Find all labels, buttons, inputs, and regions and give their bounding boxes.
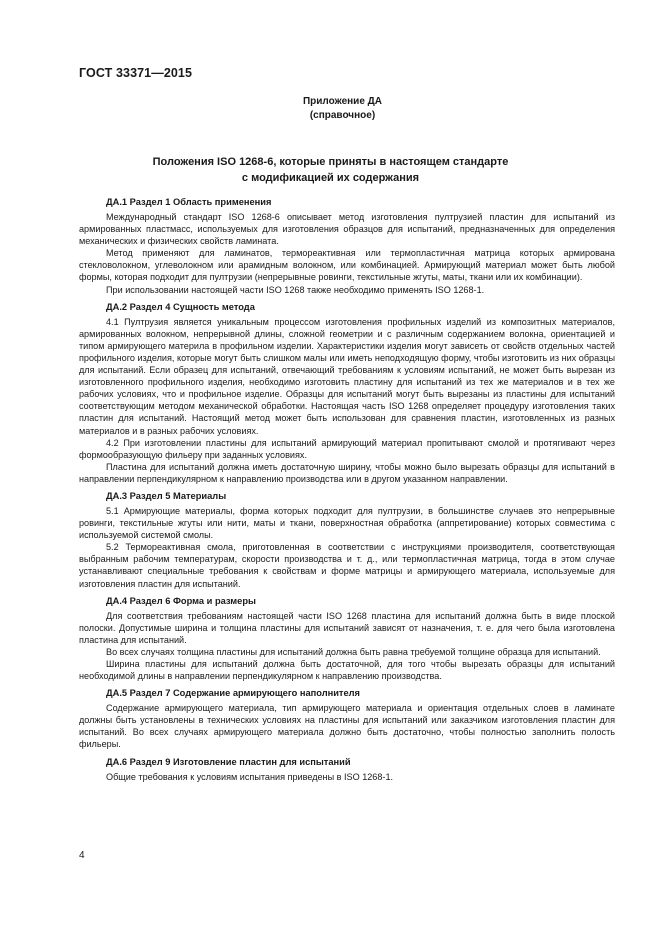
- appendix-note: (справочное): [309, 110, 376, 121]
- paragraph: Международный стандарт ISO 1268-6 описывает метод изготовления пултрузией пластин для испытаний из армированных пластмасс, используемых для изготовления образцов для испытаний, предназначенных для определения механических и физических свойств ламината.: [79, 212, 615, 247]
- page-number: 4: [79, 850, 85, 861]
- section-heading: ДА.3 Раздел 5 Материалы: [106, 490, 227, 501]
- appendix-label: Приложение ДА: [302, 96, 383, 107]
- document-body: [79, 196, 615, 783]
- paragraph: Ширина пластины для испытаний должна быть достаточной, для того чтобы вырезать образцы для испытаний необходимой длины в направлении перпендикулярном к направлению производства.: [79, 659, 615, 682]
- appendix-title-line-1: Положения ISO 1268-6, которые приняты в настоящем стандарте: [152, 156, 509, 168]
- paragraph: Пластина для испытаний должна иметь достаточную ширину, чтобы можно было вырезать образцы для испытаний в направлении перпендикулярном к направлению производства или в другом указанном направлении.: [79, 461, 615, 484]
- section-heading: ДА.1 Раздел 1 Область применения: [106, 197, 272, 207]
- paragraph: 5.2 Термореактивная смола, приготовленная в соответствии с инструкциями производителя, соответствующая выбранным рабочим температурам, скорости производства и т. д., или термопластичная матрица, тогда в этом случае устанавливают специальные требования к свойствам и форме матрицы и армирующего материала, используемые для изготовления пластин для испытаний.: [79, 542, 615, 589]
- paragraph: Во всех случаях толщина пластины для испытаний должна быть равна требуемой толщине образца для испытаний.: [106, 646, 601, 657]
- section-heading: ДА.4 Раздел 6 Форма и размеры: [106, 595, 256, 606]
- paragraph: 5.1 Армирующие материалы, форма которых подходит для пултрузии, в большинстве случаев это непрерывные ровинги, текстильные жгуты или нити, маты и ткани, поверхностная обработка (аппретирование) которых совместима с используемой системой смолы.: [79, 505, 615, 541]
- section-heading: ДА.2 Раздел 4 Сущность метода: [106, 301, 255, 312]
- paragraph: 4.1 Пултрузия является уникальным процессом изготовления профильных изделий из композитных материалов, армированных волокном, непрерывной длины, сложной геометрии и с различным содержанием волокна, ориентацией и типом армирующего материла в профильном изделии. Характеристики изделия могут зависеть от свойств отдельных частей профильного изделия, которые могут быть слишком малы или иметь неподходящую форму, чтобы изготовить из них образцы для испытаний. Если образец для испытаний, отвечающий требованиям к условиям испытаний, не может быть вырезан из изготовленного профильного изделия, необходимо изготовить пластину для испытаний из тех же материалов и в тех же рабочих условиях, что и профильное изделие. Образцы для испытаний могут быть вырезаны из пластины для испытаний соответствующим методом механической обработки. Настоящая часть ISO 1268 определяет процедуру изготовления таких пластин для испытаний. Настоящий метод может быть использован для сравнения пластин, изготовленных из разных материалов и в разных рабочих условиях.: [79, 316, 615, 436]
- paragraph: При использовании настоящей части ISO 1268 также необходимо применять ISO 1268-1.: [106, 284, 485, 295]
- paragraph: Общие требования к условиям испытания приведены в ISO 1268-1.: [106, 771, 394, 782]
- section-heading: ДА.5 Раздел 7 Содержание армирующего наполнителя: [106, 688, 360, 699]
- paragraph: Метод применяют для ламинатов, термореактивная или термопластичная матрица которых армирована стекловолокном, углеволокном или арамидным волокном, или комбинацией. Армирующий материал может быть любой формы, которая подходит для пултрузии (непрерывные ровинги, текстильные жгуты, маты, ткани или их комбинации).: [79, 248, 615, 283]
- appendix-title: [79, 154, 582, 186]
- paragraph: Для соответствия требованиям настоящей части ISO 1268 пластина для испытаний должна быть в виде плоской полоски. Допустимые ширина и толщина пластины для испытаний зависят от назначения, т. е. для чего была изготовлена пластина для испытаний.: [79, 610, 615, 645]
- paragraph: 4.2 При изготовлении пластины для испытаний армирующий материал пропитывают смолой и протягивают через формообразующую фильеру при заданных условиях.: [79, 437, 615, 460]
- document-code: ГОСТ 33371—2015: [79, 66, 193, 80]
- appendix-title-line-2: с модификацией их содержания: [241, 172, 420, 184]
- paragraph: Содержание армирующего материала, тип армирующего материала и ориентация отдельных слоев в ламинате должны быть установлены в технических условиях на пластины для испытаний или заказчиком изготовления пластин для испытаний. Во всех случаях армирующего материала должно быть достаточно, чтобы полностью заполнить полость фильеры.: [79, 703, 615, 750]
- section-heading: ДА.6 Раздел 9 Изготовление пластин для испытаний: [106, 756, 351, 767]
